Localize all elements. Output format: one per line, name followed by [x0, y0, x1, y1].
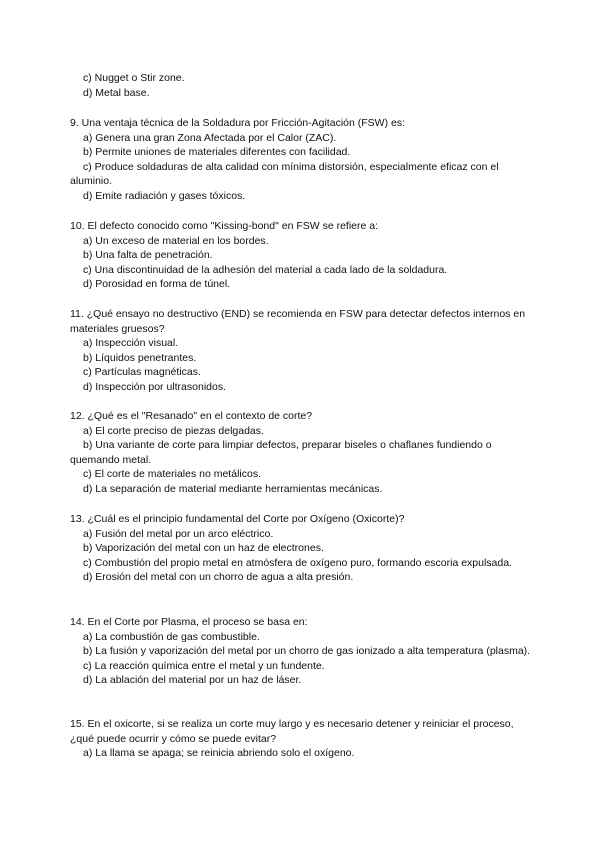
option-c: c) Nugget o Stir zone.: [83, 72, 185, 84]
option-c: c) Combustión del propio metal en atmósfera de oxígeno puro, formando escoria expulsada.: [83, 556, 512, 569]
option-a: a) El corte preciso de piezas delgadas.: [83, 424, 264, 437]
question-text: 9. Una ventaja técnica de la Soldadura por Fricción-Agitación (FSW) es:: [70, 117, 405, 129]
option-b: b) La fusión y vaporización del metal por un chorro de gas ionizado a alta temperatura (plasma).: [83, 645, 531, 658]
question-13: [70, 512, 540, 585]
option-a: a) La combustión de gas combustible.: [83, 630, 260, 643]
option-c: c) La reacción química entre el metal y un fundente.: [83, 659, 325, 672]
option-a: a) Genera una gran Zona Afectada por el Calor (ZAC).: [83, 131, 337, 144]
option-c: c) Produce soldaduras de alta calidad con mínima distorsión, especialmente eficaz con el aluminio.: [70, 160, 499, 188]
option-c: c) El corte de materiales no metálicos.: [83, 468, 261, 481]
question-14: [70, 615, 540, 688]
option-d: d) Erosión del metal con un chorro de agua a alta presión.: [83, 571, 354, 584]
option-c: c) Una discontinuidad de la adhesión del material a cada lado de la soldadura.: [83, 263, 448, 276]
option-d: d) La separación de material mediante herramientas mecánicas.: [83, 482, 383, 495]
option-a: a) Fusión del metal por un arco eléctrico.: [83, 527, 274, 540]
question-text: 12. ¿Qué es el "Resanado" en el contexto de corte?: [70, 410, 313, 422]
question-8-continuation: [70, 71, 540, 100]
option-d: d) La ablación del material por un haz de láser.: [83, 674, 302, 687]
option-a: a) Un exceso de material en los bordes.: [83, 234, 269, 247]
question-text: 14. En el Corte por Plasma, el proceso se basa en:: [70, 616, 308, 628]
option-b: b) Una variante de corte para limpiar defectos, preparar biseles o chaflanes fundiendo o quemando metal.: [70, 439, 492, 466]
option-c: c) Partículas magnéticas.: [83, 366, 201, 379]
option-d: d) Metal base.: [83, 86, 150, 99]
option-a: a) Inspección visual.: [83, 337, 179, 350]
question-text: 11. ¿Qué ensayo no destructivo (END) se recomienda en FSW para detectar defectos internos en materiales gruesos?: [70, 308, 526, 335]
question-10: [70, 219, 540, 292]
question-text: 13. ¿Cuál es el principio fundamental del Corte por Oxígeno (Oxicorte)?: [70, 513, 405, 525]
question-12: [70, 409, 540, 497]
question-text: 15. En el oxicorte, si se realiza un corte muy largo y es necesario detener y reiniciar el proceso, ¿qué puede ocurrir y cómo se puede evitar?: [70, 718, 514, 745]
question-text: 10. El defecto conocido como "Kissing-bond" en FSW se refiere a:: [70, 220, 379, 232]
question-9: [70, 116, 540, 204]
option-b: b) Vaporización del metal con un haz de electrones.: [83, 542, 324, 555]
option-d: d) Porosidad en forma de túnel.: [83, 278, 231, 291]
question-15: [70, 717, 540, 761]
option-b: b) Una falta de penetración.: [83, 249, 213, 262]
option-a: a) La llama se apaga; se reinicia abriendo solo el oxígeno.: [83, 747, 355, 760]
option-d: d) Emite radiación y gases tóxicos.: [83, 189, 246, 202]
question-11: [70, 307, 540, 395]
option-b: b) Líquidos penetrantes.: [83, 351, 197, 364]
option-d: d) Inspección por ultrasonidos.: [83, 380, 226, 393]
option-b: b) Permite uniones de materiales diferentes con facilidad.: [83, 146, 351, 159]
